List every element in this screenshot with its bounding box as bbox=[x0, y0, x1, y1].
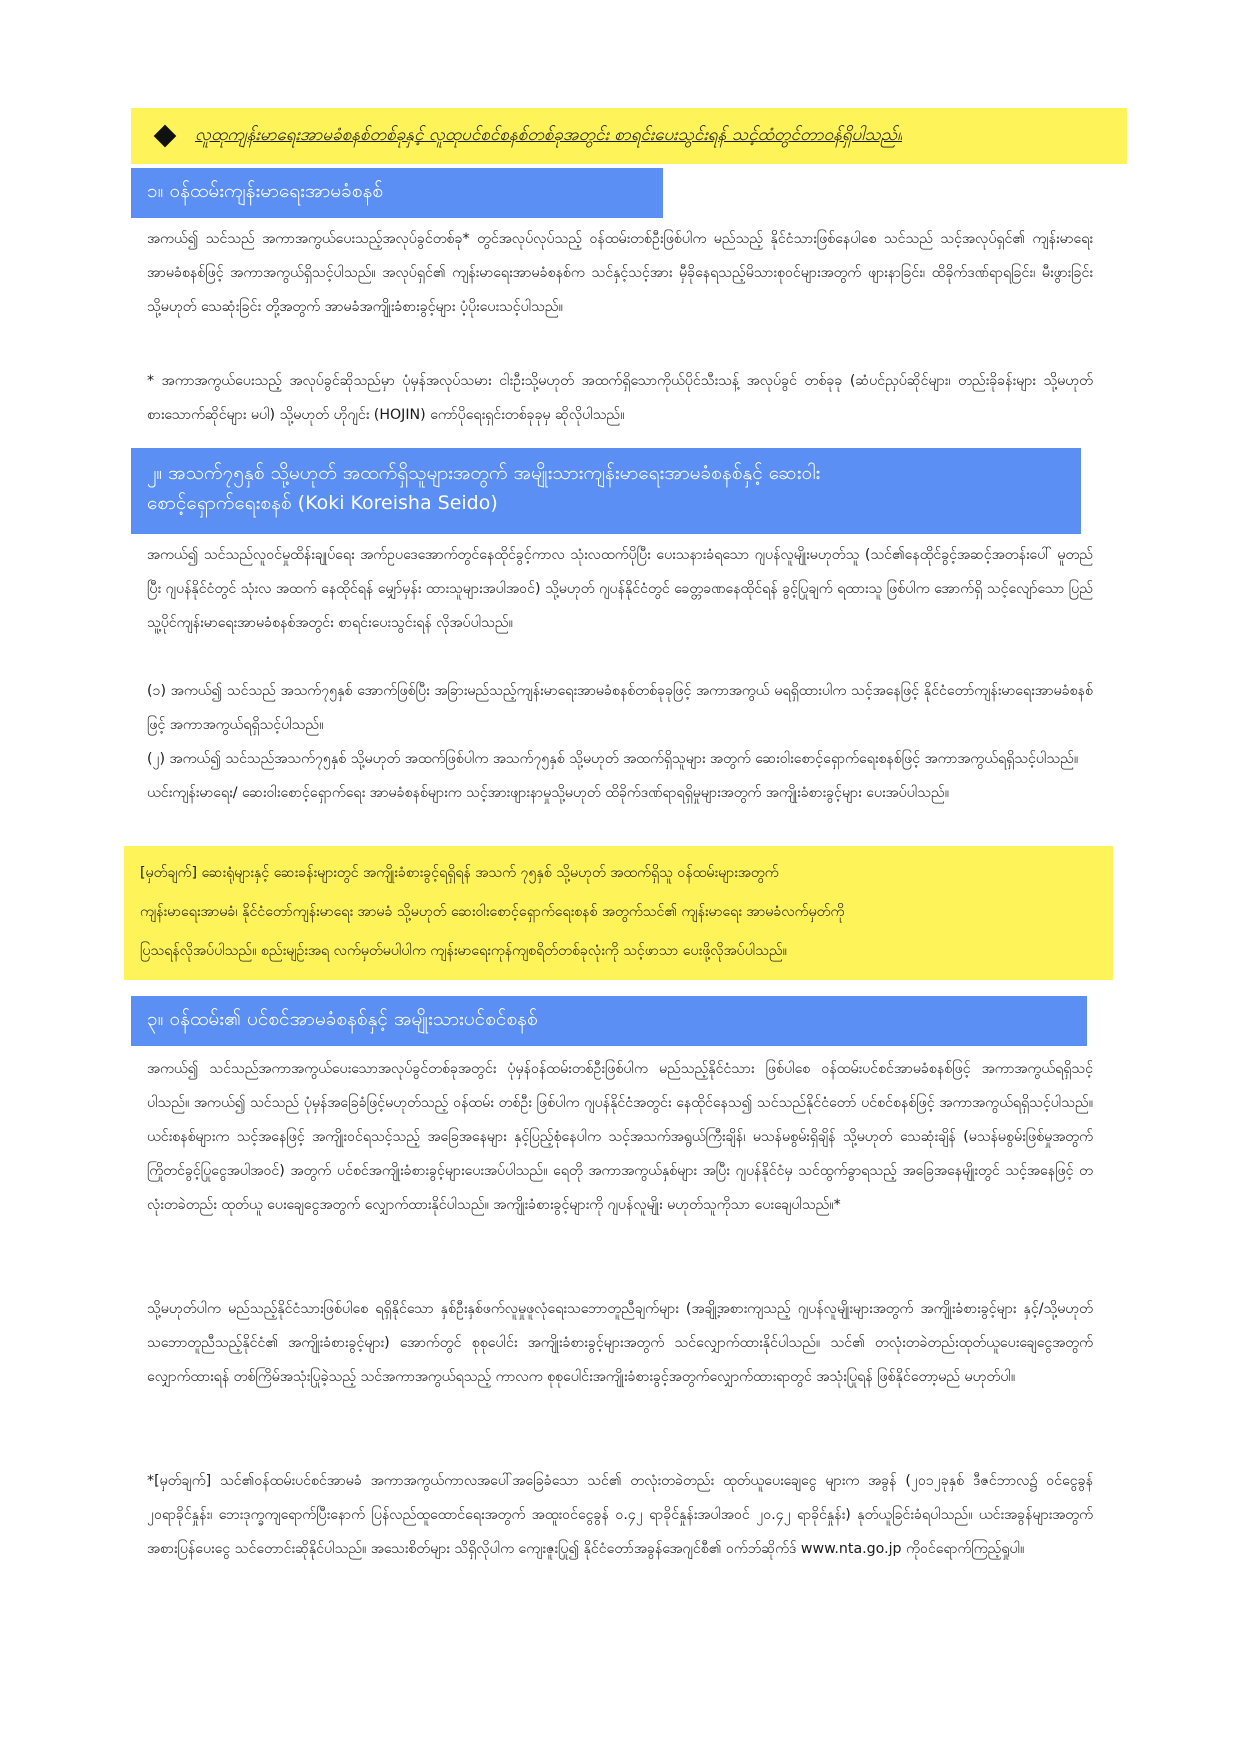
notice-banner-text: လူထုကျန်းမာရေးအာမခံစနစ်တစ်ခုနှင့် လူထုပင်စင်စနစ်တစ်ခုအတွင်း စာရင်းပေးသွင်းရန် သင့်ထံတွင်တာဝန်ရှိပါသည်။ bbox=[195, 124, 903, 145]
section-3-heading: ၃။ ဝန်ထမ်း၏ ပင်စင်အာမခံစနစ်နှင့် အမျိုးသားပင်စင်စနစ် bbox=[131, 996, 1087, 1046]
section-2-heading-line2: စောင့်ရှောက်ရေးစနစ် (Koki Koreisha Seido) bbox=[147, 492, 498, 514]
section-3-paragraph-2: သို့မဟုတ်ပါက မည်သည့်နိုင်ငံသားဖြစ်ပါစေ ရရှိနိုင်သော နှစ်ဦးနှစ်ဖက်လူမှုဖူလုံရေးသဘောတူညီချက်များ (အချို့အစားကျသည့် ဂျပန်လူမျိုးများအတွက် အကျိုးခံစားခွင့်များ နှင့်/သို့မဟုတ် သဘောတူညီသည့်နိုင်ငံ၏ အကျိုးခံစားခွင့်များ) အောက်တွင် စုစုပေါင်း အကျိုးခံစားခွင့်များအတွက် သင်လျှောက်ထားနိုင်ပါသည်။ သင်၏ တလုံးတခဲတည်းထုတ်ယူပေးချေငွေအတွက် လျှောက်ထားရန် တစ်ကြိမ်အသုံးပြုခဲ့သည့် သင်အကာအကွယ်ရသည့် ကာလက စုစုပေါင်းအကျိုးခံစားခွင့်အတွက်လျှောက်ထားရာတွင် အသုံးပြုရန် ဖြစ်နိုင်တော့မည် မဟုတ်ပါ။ bbox=[147, 1301, 1093, 1385]
section-2-heading-line1: ၂။ အသက်၇၅နှစ် သို့မဟုတ် အထက်ရှိသူများအတွက် အမျိုးသားကျန်းမာရေးအာမခံစနစ်နှင့် ဆေးဝါး bbox=[147, 462, 821, 484]
section-1-footnote: * အကာအကွယ်ပေးသည့် အလုပ်ခွင်ဆိုသည်မှာ ပုံမှန်အလုပ်သမား ငါးဦးသို့မဟုတ် အထက်ရှိသောကိုယ်ပိုင်သီးသန့် အလုပ်ခွင် တစ်ခုခု (ဆံပင်ညှပ်ဆိုင်များ၊ တည်းခိုခန်းများ သို့မဟုတ် စားသောက်ဆိုင်များ မပါ) သို့မဟုတ် ဟိုဂျင်း (HOJIN) ကော်ပိုရေးရှင်းတစ်ခုခုမှ ဆိုလိုပါသည်။ bbox=[147, 373, 1093, 423]
section-2-item-1: (၁) အကယ်၍ သင်သည် အသက်၇၅နှစ် အောက်ဖြစ်ပြီး အခြားမည်သည့်ကျန်းမာရေးအာမခံစနစ်တစ်ခုခုဖြင့် အကာအကွယ် မရရှိထားပါက သင့်အနေဖြင့် နိုင်ငံတော်ကျန်းမာရေးအာမခံစနစ်ဖြင့် အကာအကွယ်ရရှိသင့်ပါသည်။ bbox=[147, 683, 1093, 733]
note-line-2: ကျန်းမာရေးအာမခံ၊ နိုင်ငံတော်ကျန်းမာရေး အာမခံ သို့မဟုတ် ဆေးဝါးစောင့်ရှောက်ရေးစနစ် အတွက်သင်၏ ကျန်းမာရေး အာမခံလက်မှတ်ကို bbox=[140, 904, 845, 920]
note-box bbox=[124, 846, 1113, 980]
section-1-heading: ၁။ ဝန်ထမ်းကျန်းမာရေးအာမခံစနစ် bbox=[131, 168, 663, 218]
section-2-paragraph: အကယ်၍ သင်သည်လူဝင်မှုထိန်းချုပ်ရေး အက်ဥပဒေအောက်တွင်နေထိုင်ခွင့်ကာလ သုံးလထက်ပိုပြီး ပေးသနားခံရသော ဂျပန်လူမျိုးမဟုတ်သူ (သင်၏နေထိုင်ခွင့်အဆင့်အတန်းပေါ် မူတည်ပြီး ဂျပန်နိုင်ငံတွင် သုံးလ အထက် နေထိုင်ရန် မျှော်မှန်း ထားသူများအပါအဝင်) သို့မဟုတ် ဂျပန်နိုင်ငံတွင် ခေတ္တခဏနေထိုင်ရန် ခွင့်ပြုချက် ရထားသူ ဖြစ်ပါက အောက်ရှိ သင့်လျော်သော ပြည်သူ့ပိုင်ကျန်းမာရေးအာမခံစနစ်အတွင်း စာရင်းပေးသွင်းရန် လိုအပ်ပါသည်။ bbox=[147, 547, 1093, 631]
section-3-footnote: *[မှတ်ချက်] သင်၏ဝန်ထမ်းပင်စင်အာမခံ အကာအကွယ်ကာလအပေါ်အခြေခံသော သင်၏ တလုံးတခဲတည်း ထုတ်ယူပေးချေငွေ များက အခွန် (၂၀၁၂ခုနှစ် ဒီဇင်ဘာလ၌ ဝင်ငွေခွန် ၂၀ရာခိုင်နှုန်း၊ ဘေးဒုက္ခကျရောက်ပြီးနောက် ပြန်လည်ထူထောင်ရေးအတွက် အထူးဝင်ငွေခွန် ၀.၄၂ ရာခိုင်နှုန်းအပါအဝင် ၂၀.၄၂ ရာခိုင်နှုန်း) နုတ်ယူခြင်းခံရပါသည်။ ယင်းအခွန်များအတွက် အစားပြန်ပေးငွေ သင်တောင်းဆိုနိုင်ပါသည်။ အသေးစိတ်များ သိရှိလိုပါက ကျေးဇူးပြု၍ နိုင်ငံတော်အခွန်အေဂျင်စီ၏ ဝက်ဘ်ဆိုက်ဒ် www.nta.go.jp ကိုဝင်ရောက်ကြည့်ရှုပါ။ bbox=[147, 1473, 1093, 1557]
section-2-heading bbox=[131, 448, 1081, 534]
section-3-paragraph-1: အကယ်၍ သင်သည်အကာအကွယ်ပေးသောအလုပ်ခွင်တစ်ခုအတွင်း ပုံမှန်ဝန်ထမ်းတစ်ဦးဖြစ်ပါက မည်သည့်နိုင်ငံသား ဖြစ်ပါစေ ဝန်ထမ်းပင်စင်အာမခံစနစ်ဖြင့် အကာအကွယ်ရရှိသင့်ပါသည်။ အကယ်၍ သင်သည် ပုံမှန်အခြေခံဖြင့်မဟုတ်သည့် ဝန်ထမ်း တစ်ဦး ဖြစ်ပါက ဂျပန်နိုင်ငံအတွင်း နေထိုင်နေသ၍ သင်သည်နိုင်ငံတော် ပင်စင်စနစ်ဖြင့် အကာအကွယ်ရရှိသင့်ပါသည်။ ယင်းစနစ်များက သင့်အနေဖြင့် အကျိုးဝင်ရသင့်သည့် အခြေအနေများ နှင့်ပြည့်စုံနေပါက သင့်အသက်အရွယ်ကြီးချိန်၊ မသန်မစွမ်းရှိချိန် သို့မဟုတ် သေဆုံးချိန် (မသန်မစွမ်းဖြစ်မှုအတွက် ကြိုတင်ခွင့်ပြုငွေအပါအဝင်) အတွက် ပင်စင်အကျိုးခံစားခွင့်များပေးအပ်ပါသည်။ ရေတို အကာအကွယ်နှစ်များ အပြီး ဂျပန်နိုင်ငံမှ သင်ထွက်ခွာရသည့် အခြေအနေမျိုးတွင် သင့်အနေဖြင့် တလုံးတခဲတည်း ထုတ်ယူ ပေးချေငွေအတွက် လျှောက်ထားနိုင်ပါသည်။ အကျိုးခံစားခွင့်များကို ဂျပန်လူမျိုး မဟုတ်သူကိုသာ ပေးချေပါသည်။* bbox=[147, 1061, 1093, 1213]
notice-banner bbox=[131, 108, 1127, 164]
section-2-closing: ယင်းကျန်းမာရေး/ ဆေးဝါးစောင့်ရှောက်ရေး အာမခံစနစ်များက သင့်အားဖျားနာမှုသို့မဟုတ် ထိခိုက်ဒဏ်ရာရရှိမှုများအတွက် အကျိုးခံစားခွင့်များ ပေးအပ်ပါသည်။ bbox=[147, 785, 950, 801]
diamond-bullet-icon bbox=[154, 125, 177, 148]
section-2-item-2: (၂) အကယ်၍ သင်သည်အသက်၇၅နှစ် သို့မဟုတ် အထက်ဖြစ်ပါက အသက်၇၅နှစ် သို့မဟုတ် အထက်ရှိသူများ အတွက် ဆေးဝါးစောင့်ရှောက်ရေးစနစ်ဖြင့် အကာအကွယ်ရရှိသင့်ပါသည်။ bbox=[147, 751, 1079, 767]
note-line-3: ပြသရန်လိုအပ်ပါသည်။ စည်းမျဉ်းအရ လက်မှတ်မပါပါက ကျန်းမာရေးကုန်ကျစရိတ်တစ်ခုလုံးကို သင့်ဖာသာ ပေးဖို့လိုအပ်ပါသည်။ bbox=[140, 943, 787, 959]
section-1-paragraph: အကယ်၍ သင်သည် အကာအကွယ်ပေးသည့်အလုပ်ခွင်တစ်ခု* တွင်အလုပ်လုပ်သည့် ဝန်ထမ်းတစ်ဦးဖြစ်ပါက မည်သည့် နိုင်ငံသားဖြစ်နေပါစေ သင်သည် သင့်အလုပ်ရှင်၏ ကျန်းမာရေးအာမခံစနစ်ဖြင့် အကာအကွယ်ရှိသင့်ပါသည်။ အလုပ်ရှင်၏ ကျန်းမာရေးအာမခံစနစ်က သင်နှင့်သင့်အား မှီခိုနေရသည့်မိသားစုဝင်များအတွက် ဖျားနာခြင်း၊ ထိခိုက်ဒဏ်ရာရခြင်း၊ မီးဖွားခြင်း သို့မဟုတ် သေဆုံးခြင်း တို့အတွက် အာမခံအကျိုးခံစားခွင့်များ ပံ့ပိုးပေးသင့်ပါသည်။ bbox=[147, 231, 1093, 315]
note-line-1: [မှတ်ချက်] ဆေးရုံများနှင့် ဆေးခန်းများတွင် အကျိုးခံစားခွင့်ရရှိရန် အသက် ၇၅နှစ် သို့မဟုတ် အထက်ရှိသူ ဝန်ထမ်းများအတွက် bbox=[140, 865, 779, 881]
